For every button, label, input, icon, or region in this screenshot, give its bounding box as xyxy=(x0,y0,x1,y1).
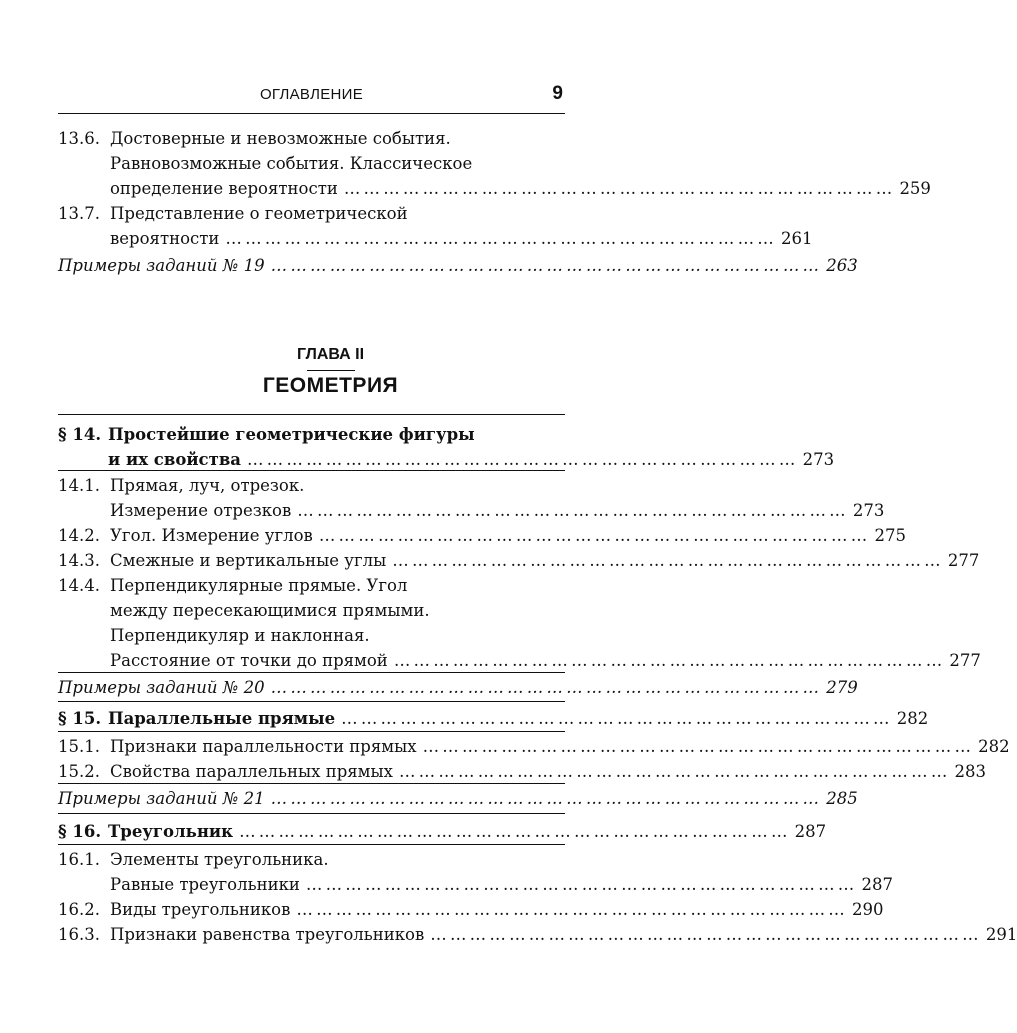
toc-examples-20[interactable] xyxy=(58,678,858,697)
toc-page-ref: 282 xyxy=(896,709,929,728)
toc-page-ref: 259 xyxy=(899,179,931,198)
dot-leader: ………………………………………………………………………… xyxy=(393,651,946,670)
dot-leader: ………………………………………………………………………… xyxy=(225,229,777,248)
section-divider xyxy=(58,701,565,702)
dot-leader: ………………………………………………………………………… xyxy=(297,501,849,520)
toc-section-number: § 15. xyxy=(58,709,102,728)
dot-leader: ………………………………………………………………………… xyxy=(422,737,975,756)
toc-page-ref: 290 xyxy=(852,900,884,919)
toc-entry-title: Представление о геометрической xyxy=(110,204,408,223)
toc-entry-title: Свойства параллельных прямых xyxy=(110,762,393,781)
chapter-label: ГЛАВА II xyxy=(296,346,365,363)
toc-section-title: Простейшие геометрические фигуры xyxy=(108,425,475,444)
toc-examples-21[interactable] xyxy=(58,789,858,808)
toc-entry-14-2[interactable] xyxy=(58,526,906,545)
section-divider xyxy=(58,414,565,415)
toc-entry-13-6-line3[interactable] xyxy=(110,179,931,198)
toc-entry-number: 13.6. xyxy=(58,129,100,148)
toc-page-ref: 277 xyxy=(947,551,980,570)
toc-entry-title: Виды треугольников xyxy=(110,900,291,919)
toc-entry-16-1-line1 xyxy=(58,852,565,869)
toc-entry-14-4-line1 xyxy=(58,578,565,595)
toc-entry-number: 13.7. xyxy=(58,204,100,223)
toc-entry-15-2[interactable] xyxy=(58,762,987,781)
dot-leader: ………………………………………………………………………… xyxy=(305,875,858,894)
toc-entry-number: 16.1. xyxy=(58,850,100,869)
toc-entry-number: 16.3. xyxy=(58,925,100,944)
toc-entry-title: Измерение отрезков xyxy=(110,501,292,520)
toc-entry-13-7-line1 xyxy=(58,206,565,223)
dot-leader: ………………………………………………………………………… xyxy=(341,709,893,728)
toc-entry-title: Признаки параллельности прямых xyxy=(110,737,417,756)
toc-entry-title: Смежные и вертикальные углы xyxy=(110,551,387,570)
dot-leader: ………………………………………………………………………… xyxy=(270,678,823,697)
toc-entry-14-4-line4[interactable] xyxy=(110,651,981,670)
running-header-title: ОГЛАВЛЕНИЕ xyxy=(259,86,364,103)
toc-entry-number: 15.1. xyxy=(58,737,100,756)
toc-section-14-line1 xyxy=(58,427,565,444)
toc-page-ref: 282 xyxy=(978,737,1010,756)
toc-entry-14-3[interactable] xyxy=(58,551,980,570)
toc-entry-title: Равновозможные события. Классическое xyxy=(110,154,473,173)
dot-leader: ………………………………………………………………………… xyxy=(343,179,896,198)
toc-section-title: Треугольник xyxy=(108,822,234,841)
toc-section-number: § 16. xyxy=(58,822,102,841)
toc-entry-title: вероятности xyxy=(110,229,220,248)
toc-entry-title: Равные треугольники xyxy=(110,875,300,894)
toc-entry-title: Перпендикуляр и наклонная. xyxy=(110,626,370,645)
toc-section-16[interactable] xyxy=(58,822,827,841)
toc-entry-title: Элементы треугольника. xyxy=(110,850,329,869)
toc-entry-number: 14.4. xyxy=(58,576,100,595)
toc-page-ref: 261 xyxy=(781,229,813,248)
toc-page-ref: 287 xyxy=(861,875,893,894)
toc-entry-number: 14.3. xyxy=(58,551,100,570)
toc-page-ref: 273 xyxy=(852,501,885,520)
toc-entry-title: определение вероятности xyxy=(110,179,338,198)
toc-entry-title: Примеры заданий № 21 xyxy=(58,789,265,808)
toc-entry-title: Примеры заданий № 20 xyxy=(58,678,265,697)
toc-entry-number: 16.2. xyxy=(58,900,100,919)
toc-section-number: § 14. xyxy=(58,425,102,444)
toc-entry-15-1[interactable] xyxy=(58,737,1010,756)
dot-leader: ………………………………………………………………………… xyxy=(270,256,823,275)
toc-entry-14-1-line2[interactable] xyxy=(110,501,885,520)
toc-examples-19[interactable] xyxy=(58,256,858,275)
dot-leader: ………………………………………………………………………… xyxy=(398,762,951,781)
toc-entry-title: Признаки равенства треугольников xyxy=(110,925,425,944)
toc-entry-number: 15.2. xyxy=(58,762,100,781)
toc-page-ref: 275 xyxy=(874,526,906,545)
toc-section-title: Параллельные прямые xyxy=(108,709,336,728)
toc-entry-14-4-line3 xyxy=(110,628,565,645)
chapter-divider xyxy=(307,370,355,371)
dot-leader: ………………………………………………………………………… xyxy=(239,822,791,841)
toc-entry-title: Расстояние от точки до прямой xyxy=(110,651,388,670)
toc-section-15[interactable] xyxy=(58,709,929,728)
toc-entry-title: Достоверные и невозможные события. xyxy=(110,129,451,148)
toc-section-14-line2[interactable] xyxy=(108,450,835,469)
dot-leader: ………………………………………………………………………… xyxy=(430,925,982,944)
toc-entry-title: между пересекающимися прямыми. xyxy=(110,601,430,620)
toc-page-ref: 277 xyxy=(949,651,981,670)
toc-entry-16-3[interactable] xyxy=(58,925,1017,944)
page-number: 9 xyxy=(552,83,563,104)
toc-page-ref: 287 xyxy=(794,822,827,841)
toc-entry-title: Прямая, луч, отрезок. xyxy=(110,476,305,495)
dot-leader: ………………………………………………………………………… xyxy=(270,789,823,808)
section-divider xyxy=(58,813,565,814)
toc-page-ref: 279 xyxy=(826,678,858,697)
toc-page-ref: 285 xyxy=(826,789,858,808)
section-divider xyxy=(58,783,565,784)
toc-entry-13-7-line2[interactable] xyxy=(110,229,813,248)
toc-entry-14-4-line2 xyxy=(110,603,565,620)
section-divider xyxy=(58,672,565,673)
toc-page-ref: 283 xyxy=(954,762,987,781)
dot-leader: ………………………………………………………………………… xyxy=(392,551,944,570)
section-divider xyxy=(58,470,565,471)
toc-page-ref: 263 xyxy=(826,256,858,275)
dot-leader: ………………………………………………………………………… xyxy=(246,450,799,469)
toc-page-ref: 291 xyxy=(985,925,1017,944)
toc-entry-title: Перпендикулярные прямые. Угол xyxy=(110,576,408,595)
section-divider xyxy=(58,844,565,845)
dot-leader: ………………………………………………………………………… xyxy=(296,900,849,919)
toc-entry-14-1-line1 xyxy=(58,478,565,495)
toc-entry-16-1-line2[interactable] xyxy=(110,875,893,894)
toc-entry-16-2[interactable] xyxy=(58,900,884,919)
section-divider xyxy=(58,731,565,732)
toc-entry-number: 14.2. xyxy=(58,526,100,545)
chapter-title: ГЕОМЕТРИЯ xyxy=(262,374,399,397)
toc-entry-13-6-line1 xyxy=(58,131,565,148)
toc-entry-title: Примеры заданий № 19 xyxy=(58,256,265,275)
toc-page-ref: 273 xyxy=(802,450,835,469)
toc-section-title: и их свойства xyxy=(108,450,241,469)
toc-entry-number: 14.1. xyxy=(58,476,100,495)
toc-entry-13-6-line2 xyxy=(110,156,565,173)
toc-entry-title: Угол. Измерение углов xyxy=(110,526,313,545)
dot-leader: ………………………………………………………………………… xyxy=(318,526,871,545)
